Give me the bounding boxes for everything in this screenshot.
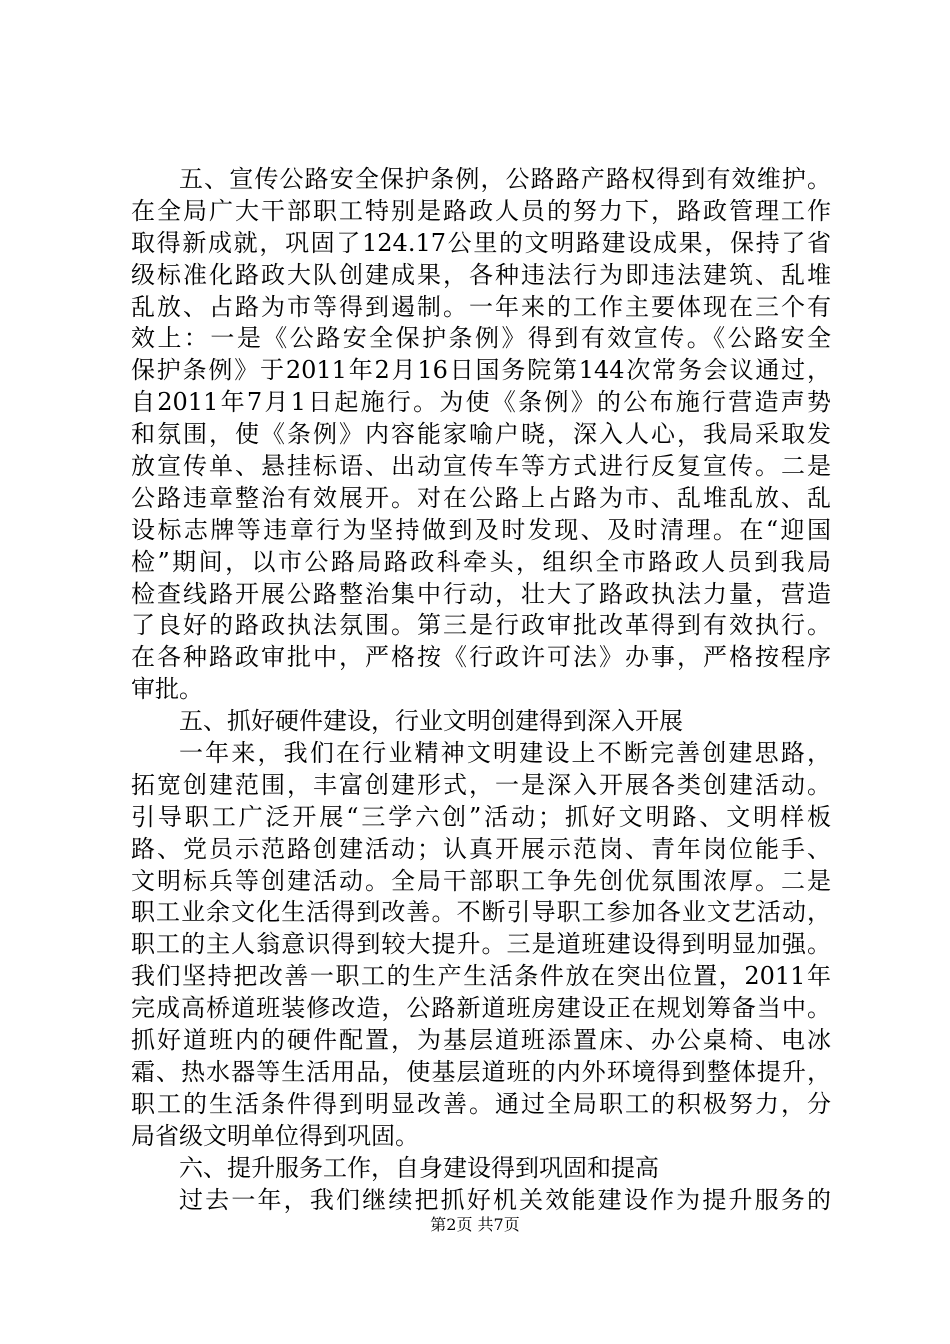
page-number-footer: 第2页 共7页 xyxy=(430,1215,520,1234)
paragraph-line: 霜、热水器等生活用品，使基层道班的内外环境得到整体提升， xyxy=(131,1057,831,1086)
paragraph-line: 保护条例》于2011年2月16日国务院第144次常务会议通过， xyxy=(131,356,831,385)
body-text xyxy=(131,164,831,1216)
paragraph-line: 自2011年7月1日起施行。为使《条例》的公布施行营造声势 xyxy=(131,388,831,417)
paragraph-line: 设标志牌等违章行为坚持做到及时发现、及时清理。在“迎国 xyxy=(131,515,831,544)
paragraph-line: 五、宣传公路安全保护条例，公路路产路权得到有效维护。 xyxy=(179,165,831,193)
paragraph-line: 文明标兵等创建活动。全局干部职工争先创优氛围浓厚。二是 xyxy=(131,866,831,895)
paragraph-line: 过去一年，我们继续把抓好机关效能建设作为提升服务的 xyxy=(179,1185,831,1214)
section-heading: 五、抓好硬件建设，行业文明创建得到深入开展 xyxy=(179,707,683,736)
paragraph-line: 级标准化路政大队创建成果，各种违法行为即违法建筑、乱堆 xyxy=(131,260,831,289)
paragraph-line: 审批。 xyxy=(131,675,203,704)
paragraph-line: 职工业余文化生活得到改善。不断引导职工参加各业文艺活动， xyxy=(131,898,831,927)
paragraph-line: 完成高桥道班装修改造，公路新道班房建设正在规划筹备当中。 xyxy=(131,994,831,1023)
paragraph-line: 了良好的路政执法氛围。第三是行政审批改革得到有效执行。 xyxy=(131,611,831,640)
paragraph-line: 效上：一是《公路安全保护条例》得到有效宣传。《公路安全 xyxy=(131,324,831,353)
paragraph-line: 检”期间，以市公路局路政科牵头，组织全市路政人员到我局 xyxy=(131,547,831,576)
paragraph-line: 拓宽创建范围，丰富创建形式，一是深入开展各类创建活动。 xyxy=(131,770,831,799)
paragraph-line: 在全局广大干部职工特别是路政人员的努力下，路政管理工作 xyxy=(131,196,831,225)
paragraph-line: 检查线路开展公路整治集中行动，壮大了路政执法力量，营造 xyxy=(131,579,831,608)
paragraph-line: 放宣传单、悬挂标语、出动宣传车等方式进行反复宣传。二是 xyxy=(131,452,831,481)
paragraph-line: 路、党员示范路创建活动；认真开展示范岗、青年岗位能手、 xyxy=(131,834,831,863)
paragraph-line: 一年来，我们在行业精神文明建设上不断完善创建思路， xyxy=(179,739,831,768)
paragraph-line: 职工的生活条件得到明显改善。通过全局职工的积极努力，分 xyxy=(131,1089,831,1118)
paragraph-line: 在各种路政审批中，严格按《行政许可法》办事，严格按程序 xyxy=(131,643,831,672)
paragraph-line: 局省级文明单位得到巩固。 xyxy=(131,1121,419,1150)
section-heading: 六、提升服务工作，自身建设得到巩固和提高 xyxy=(179,1153,659,1182)
paragraph-line: 和氛围，使《条例》内容能家喻户晓，深入人心，我局采取发 xyxy=(131,420,831,449)
paragraph-line: 公路违章整治有效展开。对在公路上占路为市、乱堆乱放、乱 xyxy=(131,483,831,512)
paragraph-line: 引导职工广泛开展“三学六创”活动；抓好文明路、文明样板 xyxy=(131,802,831,831)
paragraph-line: 取得新成就，巩固了124.17公里的文明路建设成果，保持了省 xyxy=(131,228,831,257)
paragraph-line: 我们坚持把改善一职工的生产生活条件放在突出位置，2011年 xyxy=(131,962,831,991)
paragraph-line: 乱放、占路为市等得到遏制。一年来的工作主要体现在三个有 xyxy=(131,292,831,321)
paragraph-line: 职工的主人翁意识得到较大提升。三是道班建设得到明显加强。 xyxy=(131,930,831,959)
paragraph-line: 抓好道班内的硬件配置，为基层道班添置床、办公桌椅、电冰 xyxy=(131,1026,831,1055)
